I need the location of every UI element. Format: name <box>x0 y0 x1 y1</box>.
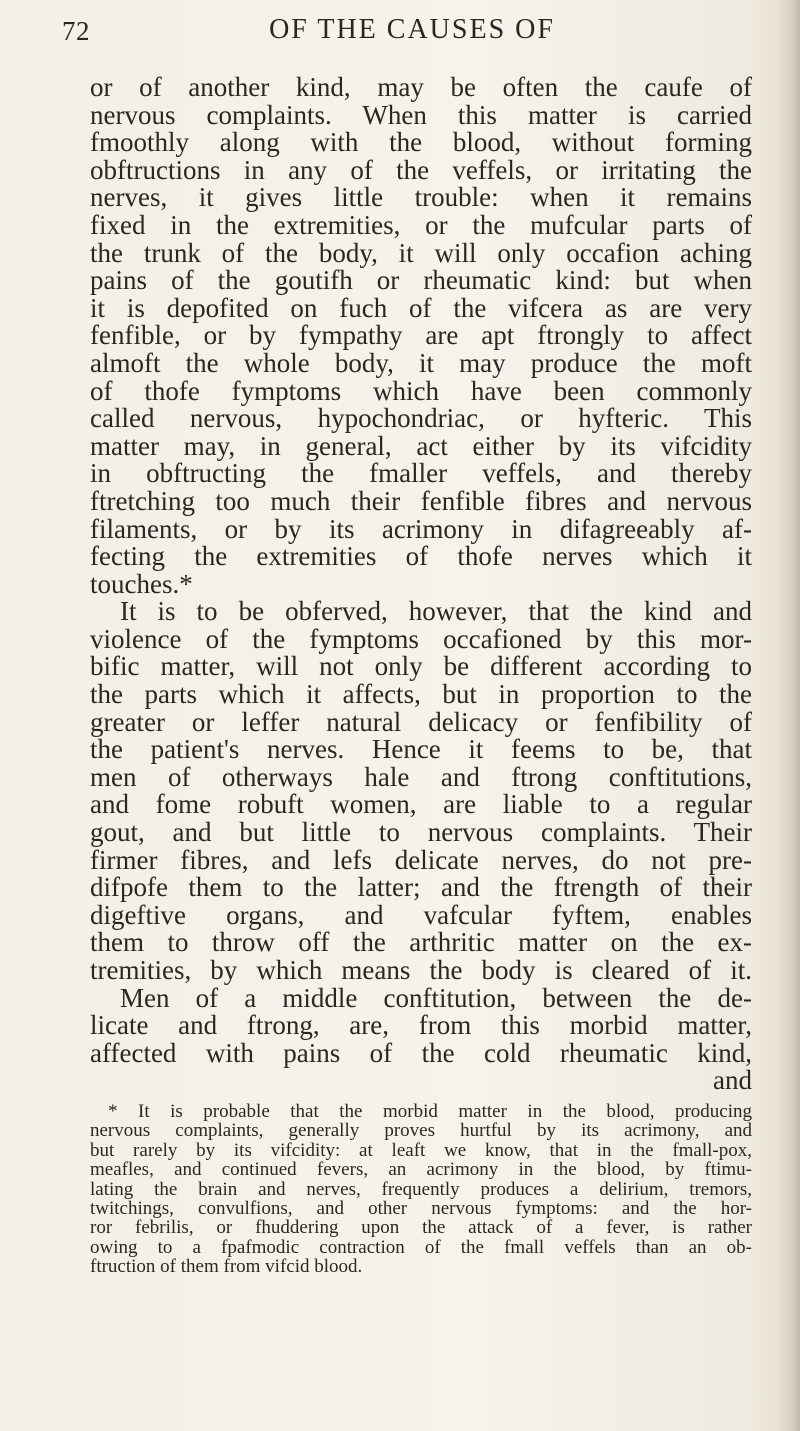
footnote <box>90 1102 752 1277</box>
text-line: filaments, or by its acrimony in difagreeably af- <box>90 513 752 544</box>
text-line: or of another kind, may be often the caufe of <box>90 72 752 102</box>
page-header <box>62 14 762 54</box>
footnote-line: owing to a fpafmodic contraction of the fmall veffels than an ob- <box>90 1236 752 1258</box>
text-line: affected with pains of the cold rheumatic kind, <box>90 1037 752 1068</box>
text-line: firmer fibres, and lefs delicate nerves, do not pre- <box>90 844 752 875</box>
footnote-line: twitchings, convulfions, and other nervous fymptoms: and the hor- <box>90 1197 752 1219</box>
text-line: ftretching too much their fenfible fibres and nervous <box>90 485 752 516</box>
text-line: fecting the extremities of thofe nerves which it <box>90 541 752 572</box>
text-line: digeftive organs, and vafcular fyftem, enables <box>90 899 752 930</box>
text-line: fmoothly along with the blood, without forming <box>90 127 752 158</box>
text-line: called nervous, hypochondriac, or hyfteric. This <box>90 403 752 434</box>
paragraph-2 <box>90 598 752 984</box>
footnote-line: lating the brain and nerves, frequently produces a delirium, tremors, <box>90 1178 752 1200</box>
text-line: the parts which it affects, but in proportion to the <box>90 679 752 710</box>
text-line: fenfible, or by fympathy are apt ftrongly to affect <box>90 320 752 351</box>
footnote-line: ror febrilis, or fhuddering upon the attack of a fever, is rather <box>90 1217 752 1239</box>
text-line: nervous complaints. When this matter is carried <box>90 99 752 130</box>
catchword: and <box>713 1065 752 1096</box>
text-line: licate and ftrong, are, from this morbid matter, <box>90 1010 752 1041</box>
text-line: tremities, by which means the body is cleared of it. <box>90 955 752 985</box>
text-line: fixed in the extremities, or the mufcular parts of <box>90 209 752 240</box>
text-line: difpofe them to the latter; and the ftrength of their <box>90 872 752 903</box>
text-line: obftructions in any of the veffels, or irritating the <box>90 154 752 185</box>
paragraph-1 <box>90 74 752 598</box>
text-line: in obftructing the fmaller veffels, and thereby <box>90 458 752 489</box>
footnote-line: * It is probable that the morbid matter in the blood, producing <box>108 1101 752 1122</box>
main-text <box>90 74 752 1095</box>
text-line: the trunk of the body, it will only occafion aching <box>90 237 752 268</box>
text-line: matter may, in general, act either by its vifcidity <box>90 430 752 461</box>
paragraph-3 <box>90 982 752 1068</box>
text-line: it is depofited on fuch of the vifcera as are very <box>90 292 752 323</box>
running-head: OF THE CAUSES OF <box>269 14 555 45</box>
text-line: bific matter, will not only be different according to <box>90 651 752 682</box>
text-line: Men of a middle conftitution, between the de- <box>120 982 752 1013</box>
text-line: touches.* <box>90 568 193 599</box>
text-line: the patient's nerves. Hence it feems to be, that <box>90 734 752 765</box>
text-line: men of otherways hale and ftrong conftitutions, <box>90 761 752 792</box>
text-line: It is to be obferved, however, that the kind and <box>120 596 752 627</box>
page-edge-shadow <box>778 0 800 1431</box>
text-line: violence of the fymptoms occafioned by this mor- <box>90 623 752 654</box>
text-line: gout, and but little to nervous complaints. Their <box>90 817 752 848</box>
footnote-line: meafles, and continued fevers, an acrimony in the blood, by ftimu- <box>90 1159 752 1181</box>
text-line: pains of the goutifh or rheumatic kind: but when <box>90 265 752 296</box>
text-line: greater or leffer natural delicacy or fenfibility of <box>90 706 752 737</box>
text-line: nerves, it gives little trouble: when it remains <box>90 182 752 213</box>
footnote-line: ftruction of them from vifcid blood. <box>90 1256 363 1278</box>
text-line: and fome robuft women, are liable to a regular <box>90 789 752 820</box>
text-line: them to throw off the arthritic matter on the ex- <box>90 927 752 958</box>
text-line: almoft the whole body, it may produce the moft <box>90 347 752 378</box>
page-number: 72 <box>62 16 90 46</box>
text-line: of thofe fymptoms which have been commonly <box>90 375 752 406</box>
footnote-line: nervous complaints, generally proves hurtful by its acrimony, and <box>90 1120 752 1142</box>
footnote-line: but rarely by its vifcidity: at leaft we know, that in the fmall-pox, <box>90 1139 752 1161</box>
